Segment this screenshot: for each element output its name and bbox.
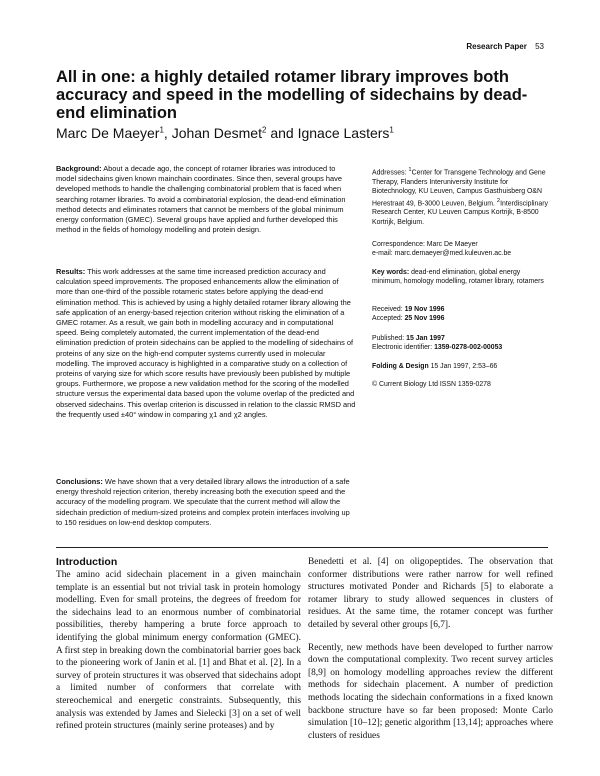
keywords-label: Key words:: [372, 269, 410, 276]
running-header: [466, 42, 544, 51]
keywords-text: dead-end elimination, global energy minimum, homology modelling, rotamer library, rotamers: [372, 269, 544, 286]
author-name: Ignace Lasters: [297, 125, 390, 141]
abstract-conclusions-label: Conclusions:: [56, 477, 103, 486]
sidebar-addresses: [372, 166, 552, 227]
author-name: Marc De Maeyer: [56, 125, 160, 141]
accepted-date: 25 Nov 1996: [404, 315, 445, 323]
sidebar-correspondence: [372, 240, 552, 259]
section-heading-introduction: Introduction: [56, 556, 118, 568]
address-sup: 2: [496, 197, 501, 204]
abstract-results: [56, 267, 356, 420]
journal-name: Folding & Design: [372, 363, 429, 370]
page-number: 53: [535, 42, 544, 51]
journal-citation: 15 Jan 1997, 2:53–66: [430, 363, 498, 370]
published-label: Published:: [372, 335, 405, 342]
intro-column-right: [308, 556, 553, 742]
received-line: [372, 305, 552, 314]
accepted-line: [372, 314, 552, 323]
author-list: [56, 125, 536, 141]
author-separator: ,: [163, 125, 172, 141]
intro-column-left: [56, 569, 301, 733]
address-text: Interdisciplinary Research Center, KU Leuven Campus Kortrijk, B-8500 Kortrijk, Belgium.: [372, 199, 548, 226]
published-line: [372, 334, 552, 343]
author-affiliation-sup: 2: [261, 125, 267, 135]
sidebar-keywords: [372, 268, 552, 287]
published-date: 15 Jan 1997: [406, 335, 445, 342]
received-label: Received:: [372, 306, 403, 313]
section-divider: [56, 547, 548, 548]
accepted-label: Accepted:: [372, 315, 403, 323]
abstract-background-text: About a decade ago, the concept of rotamer libraries was introduced to model sidechains given known mainchain coordinates. Since then, several groups have developed methods to handle the challenging combinatorial problem that is faced when searching rotamer libraries. To avoid a combinatorial explosion, the dead-end elimination method detects and eliminates rotamers that cannot be members of the global minimum energy conformation (GMEC). Several groups have applied and further developed this method in the fields of homology modelling and protein design.: [56, 164, 346, 235]
author-affiliation-sup: 1: [389, 125, 394, 135]
paragraph: Benedetti et al. [4] on oligopeptides. The observation that conformer distributions were rather narrow for well refined structures motivated Ponder and Richards [5] to elaborate a rotamer library to study allowed sequences in clusters of residues. At the same time, the rotamer concept was further detailed by several other groups [6,7].: [308, 557, 553, 630]
abstract-results-text: This work addresses at the same time increased prediction accuracy and calculation speed improvements. The proposed enhancements allow the elimination of more than one-third of the possible rotameric states before applying the dead-end elimination method. This is achieved by using a highly detailed rotamer library allowing the safe application of an energy-based rejection criterion without risking the elimination of a GMEC rotamer. As a result, we gain both in modelling accuracy and in computational speed. Being completely automated, the current implementation of the dead-end elimination prediction of protein sidechains can be applied to the modelling of sidechains of proteins of any size on the high-end computer systems currently used in molecular modelling. The improved accuracy is highlighted in a comparative study on a collection of proteins of varying size for which score results have previously been published by multiple groups. Furthermore, we propose a new validation method for the scoring of the modelled structure versus the experimental data based upon the volume overlap of the predicted and observed sidechains. This overlap criterion is discussed in relation to the classic RMSD and the frequently used ±40° window in comparing χ1 and χ2 angles.: [56, 267, 356, 419]
electronic-id: 1359-0278-002-00053: [434, 344, 503, 352]
author-separator: and: [266, 125, 298, 141]
article-title: All in one: a highly detailed rotamer library improves both accuracy and speed in the modelling of sidechains by dead-end elimination: [56, 68, 528, 122]
section-label: Research Paper: [466, 42, 527, 51]
electronic-id-label: Electronic identifier:: [372, 344, 433, 352]
sidebar-copyright: © Current Biology Ltd ISSN 1359-0278: [372, 381, 491, 388]
addresses-label: Addresses:: [372, 169, 407, 177]
address-sup: 1: [408, 167, 412, 173]
abstract-results-label: Results:: [56, 267, 86, 276]
sidebar-journal: [372, 362, 552, 371]
sidebar-publication: [372, 334, 552, 353]
correspondence-line: Correspondence: Marc De Maeyer: [372, 241, 478, 248]
email-line: e-mail: marc.demaeyer@med.kuleuven.ac.be: [372, 250, 512, 258]
received-date: 19 Nov 1996: [404, 306, 445, 313]
sidebar-dates: [372, 305, 552, 324]
abstract-conclusions: [56, 477, 356, 528]
abstract-background: [56, 164, 356, 235]
abstract-conclusions-text: We have shown that a very detailed library allows the introduction of a safe energy threshold rejection criterion, thereby increasing both the execution speed and the accuracy of the modelling program. We speculate that the current method will allow the sidechain prediction of medium-sized proteins and complex protein interfaces involving up to 150 residues on low-end desktop computers.: [56, 477, 350, 527]
address-text: Center for Transgene Technology and Gene Therapy, Flanders Interuniversity Institute for Biotechnology, KU Leuven, Campus Gasthuisberg O&N Herestraat 49, B-3000 Leuven, Belgium.: [372, 169, 546, 207]
abstract-background-label: Background:: [56, 164, 102, 173]
paragraph: The amino acid sidechain placement in a given mainchain template is an essential but not trivial task in protein homology modelling. Even for small proteins, the degrees of freedom for the sidechains lead to an enormous number of combinatorial possibilities, thereby hampering a brute force approach to identifying the global minimum energy conformation (GMEC). A first step in breaking down the combinatorial barrier goes back to the pioneering work of Janin et al. [1] and Bhat et al. [2]. In a survey of protein structures it was observed that sidechains adopt a limited number of conformers that correlate with stereochemical and energetic constraints. Subsequently, this analysis was extended by James and Sielecki [3] on a set of well refined protein structures (mainly serine proteases) and by: [56, 570, 301, 732]
author-name: Johan Desmet: [171, 125, 262, 141]
author-affiliation-sup: 1: [159, 125, 164, 135]
electronic-id-line: [372, 343, 552, 352]
paragraph: Recently, new methods have been developed to further narrow down the computational complexity. Two recent survey articles [8,9] on homology modelling approaches review the different methods for sidechain placement. A number of prediction methods locating the sidechain conformations in a fixed known backbone structure have so far been proposed: Monte Carlo simulation [10–12]; genetic algorithm [13,14]; approaches where clusters of residues: [308, 642, 553, 741]
